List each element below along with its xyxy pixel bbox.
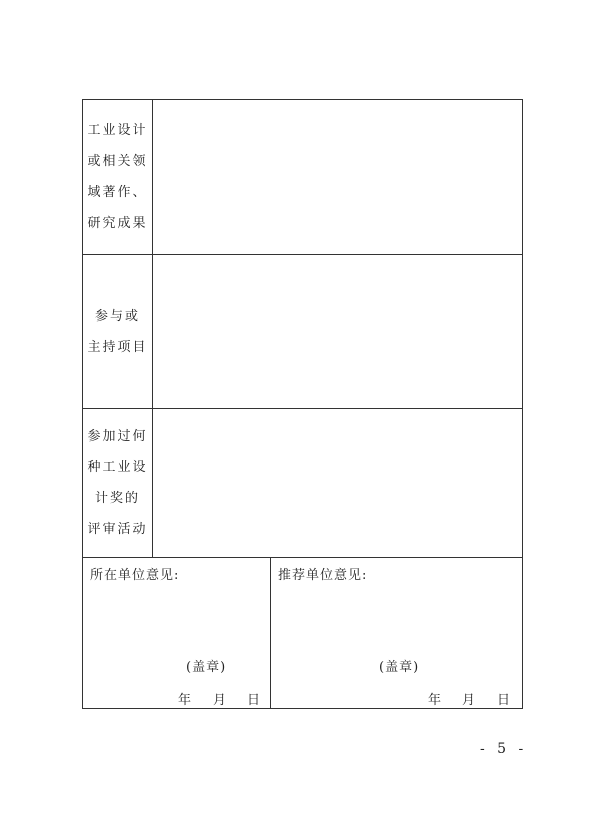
row-projects	[83, 255, 522, 409]
date-day-label: 日	[497, 693, 511, 708]
date-year-label: 年	[178, 693, 192, 708]
label-line: 或相关领	[87, 154, 148, 169]
recommendation-form-table	[82, 99, 523, 709]
date-month-label: 月	[213, 693, 227, 708]
label-line: 域著作、	[87, 185, 148, 200]
employer-seal-label: (盖章)	[186, 660, 227, 675]
employer-opinion-box[interactable]	[83, 558, 271, 708]
label-line: 计奖的	[94, 491, 140, 506]
row-design-publications	[83, 100, 522, 255]
recommender-opinion-title: 推荐单位意见:	[278, 568, 368, 583]
row-label-design-publications	[83, 100, 153, 254]
field-award-reviews[interactable]	[153, 409, 522, 557]
label-line: 评审活动	[87, 522, 148, 537]
date-year-label: 年	[428, 693, 442, 708]
recommender-seal-label: (盖章)	[379, 660, 420, 675]
field-design-publications[interactable]	[153, 100, 522, 254]
employer-opinion-title: 所在单位意见:	[90, 568, 180, 583]
opinions-section	[83, 558, 522, 708]
label-line: 参与或	[94, 308, 140, 324]
date-month-label: 月	[462, 693, 476, 708]
label-line: 种工业设	[87, 460, 148, 475]
row-label-projects	[83, 255, 153, 408]
page-number: - 5 -	[480, 741, 528, 757]
row-label-award-reviews	[83, 409, 153, 557]
label-line: 工业设计	[87, 123, 148, 138]
row-award-reviews	[83, 409, 522, 558]
field-projects[interactable]	[153, 255, 522, 408]
recommender-opinion-box[interactable]	[271, 558, 522, 708]
label-line: 参加过何	[87, 429, 148, 444]
label-line: 研究成果	[87, 216, 148, 231]
date-day-label: 日	[247, 693, 261, 708]
label-line: 主持项目	[87, 339, 148, 355]
